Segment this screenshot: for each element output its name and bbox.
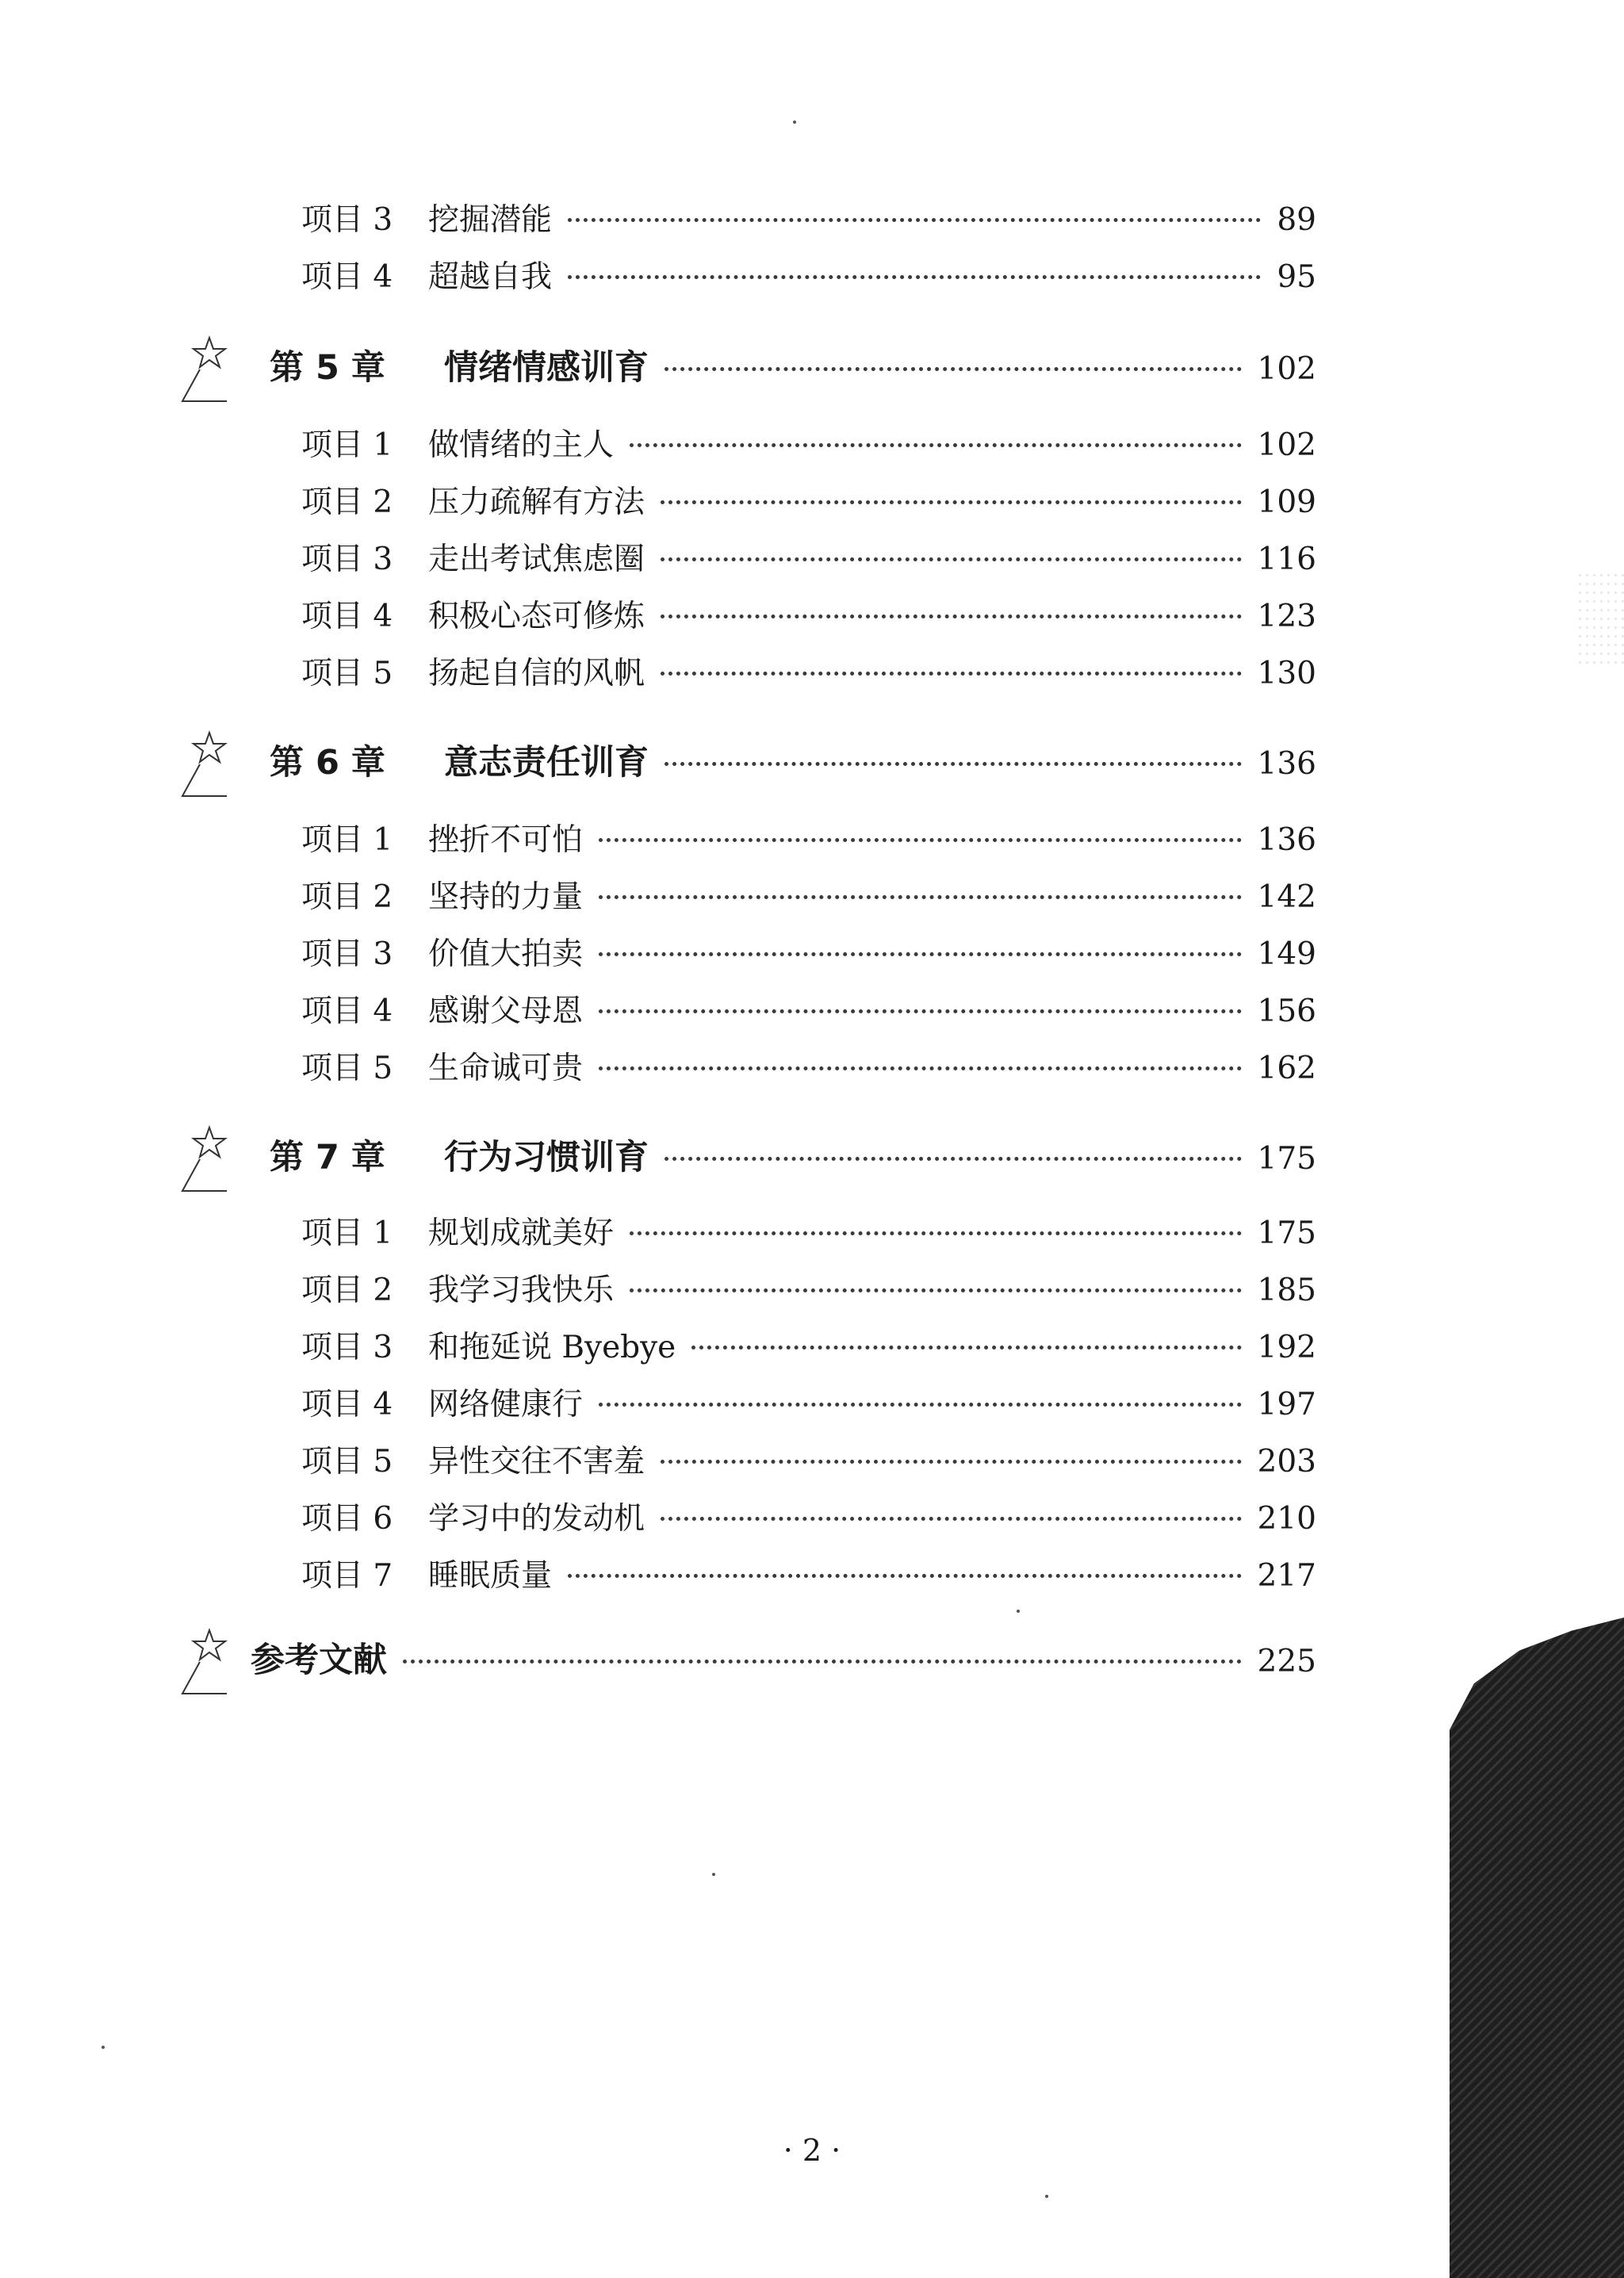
- chapter-label: 第 6 章: [270, 743, 385, 783]
- toc-item[interactable]: [301, 929, 1316, 977]
- scan-noise: [1576, 571, 1624, 666]
- dot-leader: [661, 614, 1242, 618]
- item-number: 项目 4: [301, 599, 393, 634]
- item-number: 项目 3: [301, 542, 393, 577]
- item-page: 156: [1257, 994, 1316, 1029]
- dot-leader: [568, 275, 1261, 279]
- item-number: 项目 4: [301, 259, 393, 295]
- item-page: 210: [1257, 1501, 1316, 1537]
- item-page: 203: [1257, 1444, 1316, 1480]
- item-number: 项目 1: [301, 427, 393, 463]
- references-page: 225: [1257, 1644, 1316, 1679]
- dot-leader: [661, 672, 1242, 676]
- item-title: 扬起自信的风帆: [428, 656, 645, 691]
- dot-leader: [661, 500, 1242, 504]
- dot-leader: [661, 1517, 1242, 1521]
- item-title: 生命诚可贵: [428, 1051, 584, 1086]
- item-title: 网络健康行: [428, 1387, 584, 1422]
- toc-item[interactable]: [301, 1043, 1316, 1091]
- item-title: 学习中的发动机: [428, 1501, 645, 1537]
- item-number: 项目 3: [301, 1330, 393, 1365]
- item-page: 116: [1257, 542, 1316, 577]
- chapter-label: 第 7 章: [270, 1138, 385, 1177]
- dot-leader: [630, 443, 1242, 447]
- item-number: 项目 2: [301, 879, 393, 915]
- dot-leader: [568, 1574, 1242, 1578]
- star-marker-icon: [176, 1625, 239, 1705]
- dot-leader: [568, 218, 1261, 222]
- item-page: 123: [1257, 599, 1316, 634]
- item-title: 超越自我: [428, 259, 553, 295]
- toc-item[interactable]: [301, 815, 1316, 863]
- dot-leader: [599, 1066, 1242, 1070]
- item-number: 项目 2: [301, 1273, 393, 1308]
- item-page: 109: [1257, 484, 1316, 520]
- scan-speck: [1045, 2195, 1048, 2198]
- item-page: 149: [1257, 936, 1316, 972]
- dot-leader: [665, 367, 1242, 371]
- references-title: 参考文献: [251, 1641, 387, 1680]
- item-number: 项目 6: [301, 1501, 393, 1537]
- references-entry[interactable]: [251, 1633, 1316, 1689]
- item-page: 162: [1257, 1051, 1316, 1086]
- item-title: 价值大拍卖: [428, 936, 584, 972]
- scan-speck: [712, 1873, 715, 1876]
- toc-item[interactable]: [301, 477, 1316, 525]
- item-number: 项目 1: [301, 822, 393, 858]
- star-marker-icon: [176, 333, 239, 412]
- dot-leader: [691, 1346, 1241, 1350]
- item-number: 项目 3: [301, 936, 393, 972]
- dot-leader: [665, 762, 1242, 766]
- scan-speck: [793, 121, 796, 124]
- star-marker-icon: [176, 1123, 239, 1202]
- item-page: 192: [1257, 1330, 1316, 1365]
- item-page: 130: [1257, 656, 1316, 691]
- item-number: 项目 5: [301, 1051, 393, 1086]
- dot-leader: [599, 838, 1242, 842]
- dot-leader: [661, 1460, 1242, 1464]
- dot-leader: [599, 952, 1242, 956]
- dot-leader: [665, 1157, 1242, 1161]
- chapter-title: 行为习惯训育: [444, 1138, 649, 1177]
- chapter-label: 第 5 章: [270, 348, 385, 388]
- item-title: 感谢父母恩: [428, 994, 584, 1029]
- toc-item[interactable]: [301, 1208, 1316, 1256]
- toc-item[interactable]: [301, 1437, 1316, 1484]
- chapter-title: 情绪情感训育: [444, 348, 649, 388]
- item-title: 走出考试焦虑圈: [428, 542, 645, 577]
- chapter-heading[interactable]: [270, 1131, 1316, 1186]
- scan-edge-shadow: [1450, 1618, 1624, 2278]
- chapter-page: 175: [1257, 1141, 1316, 1177]
- item-number: 项目 7: [301, 1558, 393, 1594]
- toc-item[interactable]: [301, 1551, 1316, 1598]
- toc-item[interactable]: [301, 872, 1316, 920]
- dot-leader: [599, 1009, 1242, 1013]
- item-number: 项目 3: [301, 202, 393, 238]
- item-title: 挖掘潜能: [428, 202, 553, 238]
- dot-leader: [599, 895, 1242, 899]
- chapter-page: 102: [1257, 351, 1316, 387]
- chapter-heading[interactable]: [270, 736, 1316, 791]
- chapter-heading[interactable]: [270, 341, 1316, 396]
- toc-item[interactable]: [301, 195, 1316, 243]
- scan-speck: [1017, 1610, 1020, 1613]
- item-number: 项目 2: [301, 484, 393, 520]
- item-page: 142: [1257, 879, 1316, 915]
- item-number: 项目 5: [301, 656, 393, 691]
- toc-item[interactable]: [301, 1494, 1316, 1541]
- dot-leader: [661, 557, 1242, 561]
- item-page: 185: [1257, 1273, 1316, 1308]
- toc-item[interactable]: [301, 1265, 1316, 1313]
- item-title: 做情绪的主人: [428, 427, 615, 463]
- item-number: 项目 5: [301, 1444, 393, 1480]
- item-page: 95: [1277, 259, 1316, 295]
- item-page: 175: [1257, 1216, 1316, 1251]
- item-page: 197: [1257, 1387, 1316, 1422]
- item-number: 项目 4: [301, 994, 393, 1029]
- item-number: 项目 4: [301, 1387, 393, 1422]
- item-page: 217: [1257, 1558, 1316, 1594]
- item-page: 102: [1257, 427, 1316, 463]
- item-title: 和拖延说 Byebye: [428, 1330, 676, 1365]
- dot-leader: [599, 1403, 1242, 1407]
- item-title: 异性交往不害羞: [428, 1444, 645, 1480]
- scan-speck: [102, 2046, 105, 2049]
- toc-item[interactable]: [301, 1323, 1316, 1370]
- item-page: 89: [1277, 202, 1316, 238]
- dot-leader: [630, 1231, 1242, 1235]
- item-title: 我学习我快乐: [428, 1273, 615, 1308]
- item-title: 压力疏解有方法: [428, 484, 645, 520]
- page-number: · 2 ·: [783, 2133, 841, 2168]
- item-page: 136: [1257, 822, 1316, 858]
- toc-item[interactable]: [301, 420, 1316, 468]
- toc-item[interactable]: [301, 252, 1316, 300]
- item-title: 规划成就美好: [428, 1216, 615, 1251]
- toc-item[interactable]: [301, 592, 1316, 639]
- item-title: 睡眠质量: [428, 1558, 553, 1594]
- toc-item[interactable]: [301, 1380, 1316, 1427]
- star-marker-icon: [176, 728, 239, 807]
- dot-leader: [403, 1660, 1242, 1664]
- item-title: 坚持的力量: [428, 879, 584, 915]
- toc-item[interactable]: [301, 986, 1316, 1034]
- chapter-page: 136: [1257, 746, 1316, 782]
- item-title: 积极心态可修炼: [428, 599, 645, 634]
- item-number: 项目 1: [301, 1216, 393, 1251]
- toc-item[interactable]: [301, 534, 1316, 582]
- dot-leader: [630, 1288, 1242, 1292]
- toc-item[interactable]: [301, 649, 1316, 696]
- chapter-title: 意志责任训育: [444, 743, 649, 783]
- item-title: 挫折不可怕: [428, 822, 584, 858]
